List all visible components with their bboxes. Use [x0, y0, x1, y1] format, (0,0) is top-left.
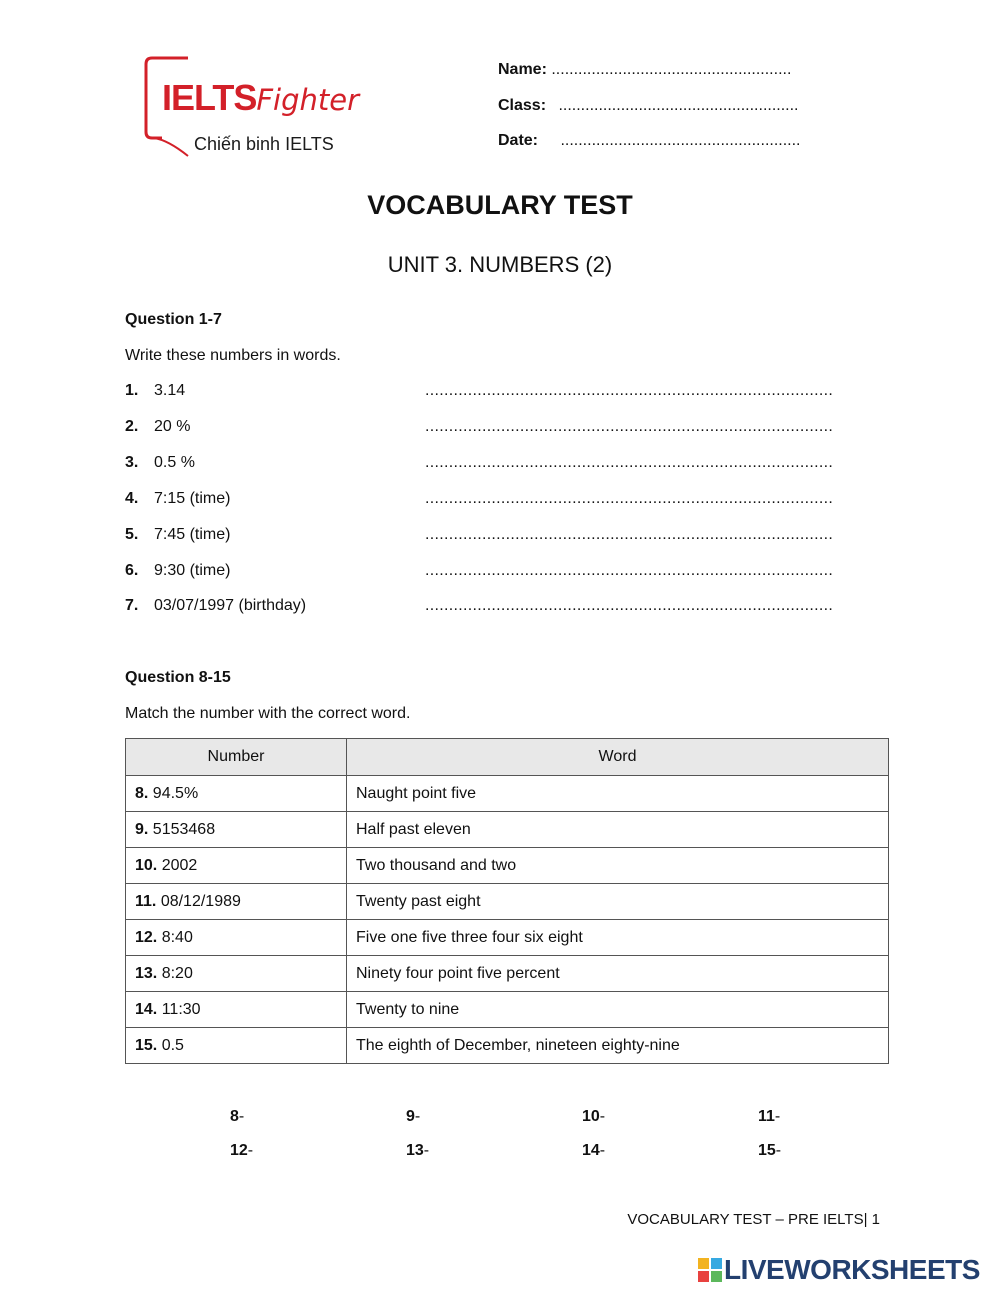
logo-tagline: Chiến binh IELTS	[194, 134, 334, 154]
word-cell: Ninety four point five percent	[347, 956, 889, 992]
table-row	[126, 1028, 889, 1064]
page-footer: VOCABULARY TEST – PRE IELTS| 1	[627, 1211, 880, 1228]
list-item	[125, 526, 865, 548]
page-subtitle: UNIT 3. NUMBERS (2)	[387, 252, 613, 277]
item-text: 7:15 (time)	[154, 490, 231, 507]
row-number: 8.	[135, 784, 149, 802]
answer-number: 8	[230, 1108, 239, 1125]
table-row	[126, 848, 889, 884]
table-row	[126, 776, 889, 812]
row-number: 14.	[135, 1000, 158, 1018]
number-cell	[126, 812, 347, 848]
answer-blank[interactable]: ......................................................................................	[425, 418, 834, 435]
answer-number: 10	[582, 1108, 600, 1125]
answer-slot[interactable]	[582, 1142, 605, 1160]
item-number: 3.	[125, 454, 139, 471]
answer-slot[interactable]	[230, 1108, 244, 1126]
question-8-15-instruction: Match the number with the correct word.	[125, 705, 411, 722]
number-cell	[126, 884, 347, 920]
row-number: 15.	[135, 1036, 158, 1054]
table-row	[126, 920, 889, 956]
item-text: 0.5 %	[154, 454, 195, 471]
answer-slot[interactable]	[406, 1108, 420, 1126]
list-item	[125, 562, 865, 584]
table-row	[126, 992, 889, 1028]
item-text: 7:45 (time)	[154, 526, 231, 543]
answer-dash: -	[238, 1108, 245, 1125]
table-row	[126, 884, 889, 920]
list-item	[125, 597, 865, 619]
number-cell	[126, 920, 347, 956]
answer-blank[interactable]: ......................................................................................	[425, 382, 834, 399]
number-cell	[126, 992, 347, 1028]
item-text: 03/07/1997 (birthday)	[154, 597, 307, 614]
item-number: 4.	[125, 490, 139, 507]
liveworksheets-watermark	[698, 1254, 994, 1286]
date-label: Date:	[498, 132, 539, 149]
item-number: 2.	[125, 418, 139, 435]
table-row	[126, 812, 889, 848]
row-number-value: 0.5	[161, 1036, 184, 1054]
number-cell	[126, 776, 347, 812]
name-field[interactable]	[498, 61, 791, 79]
list-item	[125, 382, 865, 404]
logo-brand-script: Fighter	[256, 83, 360, 117]
item-text: 20 %	[154, 418, 191, 435]
answer-slot[interactable]	[758, 1108, 780, 1126]
answer-number: 9	[406, 1108, 415, 1125]
date-blank[interactable]: ......................................................	[560, 132, 801, 149]
row-number: 11.	[135, 892, 157, 910]
word-cell: Two thousand and two	[347, 848, 889, 884]
answer-dash: -	[774, 1108, 781, 1125]
matching-table	[125, 738, 889, 1064]
item-number: 5.	[125, 526, 139, 543]
liveworksheets-blocks-icon	[698, 1258, 722, 1282]
row-number-value: 8:20	[161, 964, 193, 982]
item-text: 3.14	[154, 382, 186, 399]
table-row	[126, 956, 889, 992]
number-cell	[126, 848, 347, 884]
column-header-number: Number	[126, 739, 347, 776]
answer-number: 14	[582, 1142, 600, 1159]
row-number-value: 11:30	[161, 1000, 201, 1018]
class-field[interactable]	[498, 97, 799, 115]
answer-blank[interactable]: ......................................................................................	[425, 562, 834, 579]
word-cell: The eighth of December, nineteen eighty-nine	[347, 1028, 889, 1064]
list-item	[125, 418, 865, 440]
row-number-value: 5153468	[152, 820, 216, 838]
answer-slot[interactable]	[406, 1142, 429, 1160]
answer-number: 11	[758, 1108, 775, 1125]
answer-dash: -	[775, 1142, 782, 1159]
answer-dash: -	[599, 1108, 606, 1125]
word-cell: Five one five three four six eight	[347, 920, 889, 956]
question-8-15-heading: Question 8-15	[125, 669, 231, 686]
answer-slot[interactable]	[582, 1108, 605, 1126]
question-1-7-heading: Question 1-7	[125, 311, 222, 328]
answer-slot[interactable]	[230, 1142, 253, 1160]
answer-blank[interactable]: ......................................................................................	[425, 526, 834, 543]
answer-dash: -	[423, 1142, 430, 1159]
word-cell: Naught point five	[347, 776, 889, 812]
row-number: 13.	[135, 964, 158, 982]
word-cell: Half past eleven	[347, 812, 889, 848]
table-header-row	[126, 739, 889, 776]
page-title: VOCABULARY TEST	[367, 190, 633, 220]
list-item	[125, 490, 865, 512]
logo-brand-main: IELTS	[162, 77, 257, 118]
watermark-text: LIVEWORKSHEETS	[724, 1254, 980, 1285]
column-header-word: Word	[347, 739, 889, 776]
name-blank[interactable]: ......................................................	[551, 61, 792, 78]
list-item	[125, 454, 865, 476]
number-cell	[126, 956, 347, 992]
answer-dash: -	[599, 1142, 606, 1159]
ielts-fighter-logo	[140, 52, 390, 162]
class-label: Class:	[498, 97, 547, 114]
answer-number: 15	[758, 1142, 776, 1159]
class-blank[interactable]: ......................................................	[558, 97, 799, 114]
answer-slot[interactable]	[758, 1142, 781, 1160]
row-number-value: 2002	[161, 856, 198, 874]
item-text: 9:30 (time)	[154, 562, 231, 579]
number-cell	[126, 1028, 347, 1064]
word-cell: Twenty past eight	[347, 884, 889, 920]
row-number: 9.	[135, 820, 149, 838]
answer-blank[interactable]: ......................................................................................	[425, 490, 834, 507]
row-number: 10.	[135, 856, 158, 874]
answer-number: 13	[406, 1142, 424, 1159]
item-number: 7.	[125, 597, 139, 614]
item-number: 6.	[125, 562, 139, 579]
row-number-value: 8:40	[161, 928, 193, 946]
row-number: 12.	[135, 928, 158, 946]
answer-dash: -	[247, 1142, 254, 1159]
question-1-7-instruction: Write these numbers in words.	[125, 347, 341, 364]
answer-number: 12	[230, 1142, 248, 1159]
date-field[interactable]	[498, 132, 801, 150]
answer-blank[interactable]: ......................................................................................	[425, 454, 834, 471]
name-label: Name:	[498, 61, 547, 78]
answer-dash: -	[414, 1108, 421, 1125]
logo-wordmark	[162, 78, 359, 120]
row-number-value: 08/12/1989	[160, 892, 241, 910]
item-number: 1.	[125, 382, 139, 399]
word-cell: Twenty to nine	[347, 992, 889, 1028]
row-number-value: 94.5%	[152, 784, 199, 802]
answer-blank[interactable]: ......................................................................................	[425, 597, 834, 614]
